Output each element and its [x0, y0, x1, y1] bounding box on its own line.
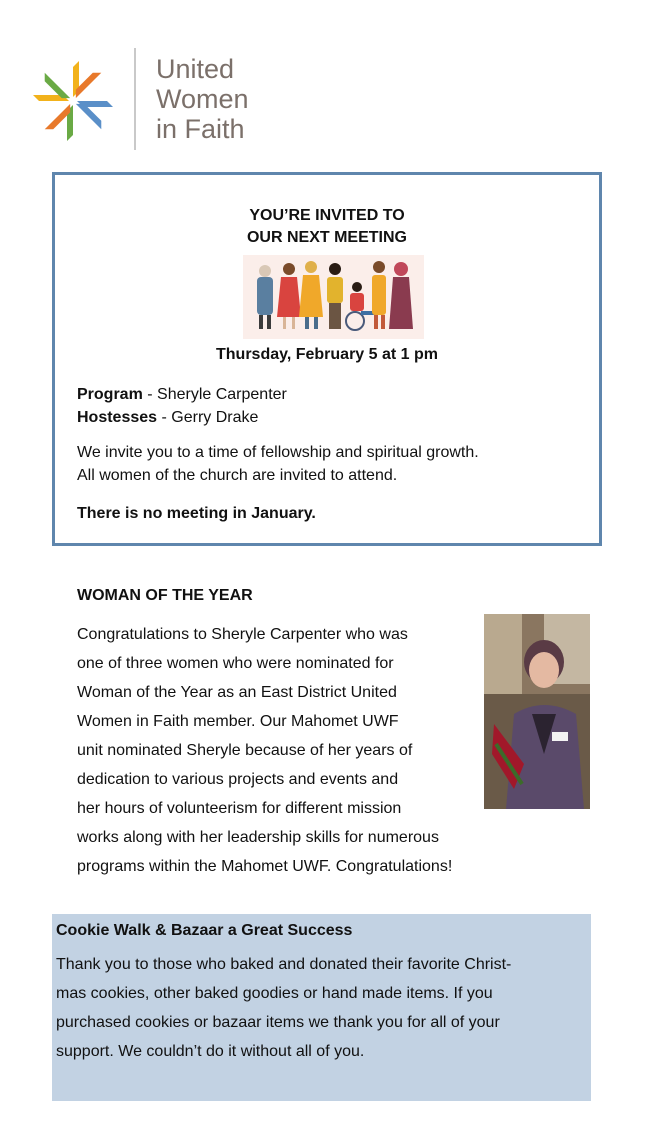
invitation-heading-line-1: YOU’RE INVITED TO — [249, 207, 405, 224]
program-label: Program — [77, 386, 143, 403]
article-line: unit nominated Sheryle because of her years of — [77, 742, 413, 759]
hostesses-label: Hostesses — [77, 409, 158, 426]
article-line: dedication to various projects and events and — [77, 771, 399, 788]
article-line: programs within the Mahomet UWF. Congratulations! — [77, 858, 453, 875]
cookie-line: purchased cookies or bazaar items we thank you for all of your — [56, 1014, 500, 1031]
program-line — [77, 383, 287, 406]
woman-of-year-title: WOMAN OF THE YEAR — [77, 587, 253, 604]
uwf-logo — [30, 48, 310, 153]
invitation-body-line-2: All women of the church are invited to attend. — [77, 467, 398, 484]
cookie-line: support. We couldn’t do it without all of you. — [56, 1043, 365, 1060]
hostesses-line — [77, 406, 287, 429]
cookie-walk-box — [52, 914, 591, 1101]
invitation-body-line-1: We invite you to a time of fellowship and spiritual growth. — [77, 444, 479, 461]
article-line: Woman of the Year as an East District United — [77, 684, 397, 701]
article-line: her hours of volunteerism for different mission — [77, 800, 402, 817]
hostesses-value: - Gerry Drake — [157, 409, 259, 426]
article-line: Women in Faith member. Our Mahomet UWF — [77, 713, 399, 730]
women-group-illustration-icon — [243, 255, 424, 339]
program-value: - Sheryle Carpenter — [142, 386, 287, 403]
logo-line-1: United — [156, 54, 235, 84]
meeting-invitation-box — [52, 172, 602, 546]
article-line: one of three women who were nominated for — [77, 655, 394, 672]
uwf-star-logo-icon — [30, 58, 116, 144]
woman-of-year-article — [77, 620, 537, 881]
logo-wordmark — [156, 54, 249, 144]
cookie-line: Thank you to those who baked and donated their favorite Christ- — [56, 956, 512, 973]
invitation-body — [77, 441, 479, 487]
invitation-heading-line-2: OUR NEXT MEETING — [246, 229, 407, 246]
logo-divider — [134, 48, 136, 150]
cookie-line: mas cookies, other baked goodies or hand made items. If you — [56, 985, 493, 1002]
invitation-heading — [55, 205, 599, 249]
meeting-roles — [77, 383, 287, 429]
logo-line-2: Women — [156, 84, 249, 114]
meeting-date: Thursday, February 5 at 1 pm — [216, 346, 438, 363]
no-meeting-note: There is no meeting in January. — [77, 505, 316, 522]
article-line: works along with her leadership skills for numerous — [77, 829, 439, 846]
article-line: Congratulations to Sheryle Carpenter who was — [77, 626, 408, 643]
cookie-walk-body — [56, 950, 511, 1066]
logo-line-3: in Faith — [156, 114, 245, 144]
cookie-walk-title: Cookie Walk & Bazaar a Great Success — [56, 922, 353, 939]
